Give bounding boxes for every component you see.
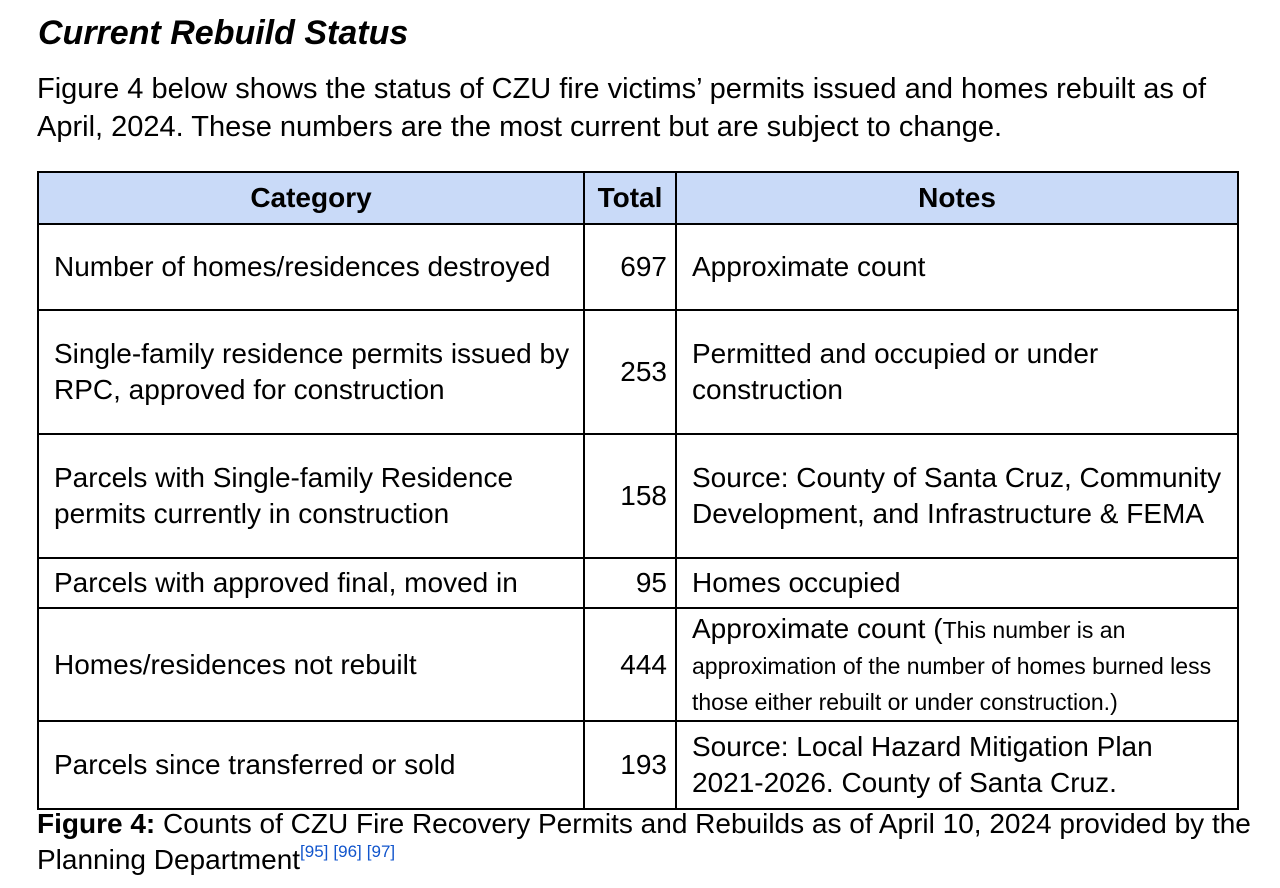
- row-notes: Permitted and occupied or under construction: [676, 310, 1238, 434]
- row-total: 697: [584, 224, 676, 310]
- header-notes: Notes: [676, 172, 1238, 224]
- reference-link[interactable]: [97]: [366, 842, 396, 861]
- table-row: [38, 721, 1238, 809]
- row-category: Parcels with Single-family Residence permits currently in construction: [38, 434, 584, 558]
- caption-label: Figure 4:: [37, 808, 156, 839]
- row-category: Homes/residences not rebuilt: [38, 608, 584, 721]
- row-notes: Homes occupied: [676, 558, 1238, 608]
- row-category: Parcels since transferred or sold: [38, 721, 584, 809]
- row-category: Single-family residence permits issued by RPC, approved for construction: [38, 310, 584, 434]
- row-total: 158: [584, 434, 676, 558]
- row-notes-small: This number is an approximation of the number of homes burned less those either rebuilt or under construction.): [692, 616, 1212, 715]
- intro-paragraph: Figure 4 below shows the status of CZU fire victims’ permits issued and homes rebuilt as of April, 2024. These numbers are the most current but are subject to change.: [37, 73, 1207, 143]
- row-notes: Source: Local Hazard Mitigation Plan 2021-2026. County of Santa Cruz.: [676, 721, 1238, 809]
- row-category: Number of homes/residences destroyed: [38, 224, 584, 310]
- caption-text: Counts of CZU Fire Recovery Permits and Rebuilds as of April 10, 2024 provided by the Planning Department: [37, 808, 1251, 875]
- table-row: [38, 608, 1238, 721]
- row-notes: Approximate count: [676, 224, 1238, 310]
- table-row: [38, 310, 1238, 434]
- table-row: [38, 224, 1238, 310]
- header-total: Total: [584, 172, 676, 224]
- reference-link[interactable]: [96]: [333, 842, 362, 861]
- row-total: 95: [584, 558, 676, 608]
- table-header-row: [38, 172, 1238, 224]
- row-total: 253: [584, 310, 676, 434]
- rebuild-status-table: [37, 171, 1239, 810]
- row-notes: [676, 608, 1238, 721]
- header-category: Category: [38, 172, 584, 224]
- caption-references: [300, 842, 400, 861]
- figure-caption: [37, 806, 1252, 878]
- table-row: [38, 558, 1238, 608]
- row-notes: Source: County of Santa Cruz, Community Development, and Infrastructure & FEMA: [676, 434, 1238, 558]
- row-category: Parcels with approved final, moved in: [38, 558, 584, 608]
- row-notes-main: Approximate count (: [692, 612, 943, 644]
- section-heading: Current Rebuild Status: [38, 14, 409, 52]
- reference-link[interactable]: [95]: [300, 842, 329, 861]
- table-row: [38, 434, 1238, 558]
- row-total: 444: [584, 608, 676, 721]
- row-total: 193: [584, 721, 676, 809]
